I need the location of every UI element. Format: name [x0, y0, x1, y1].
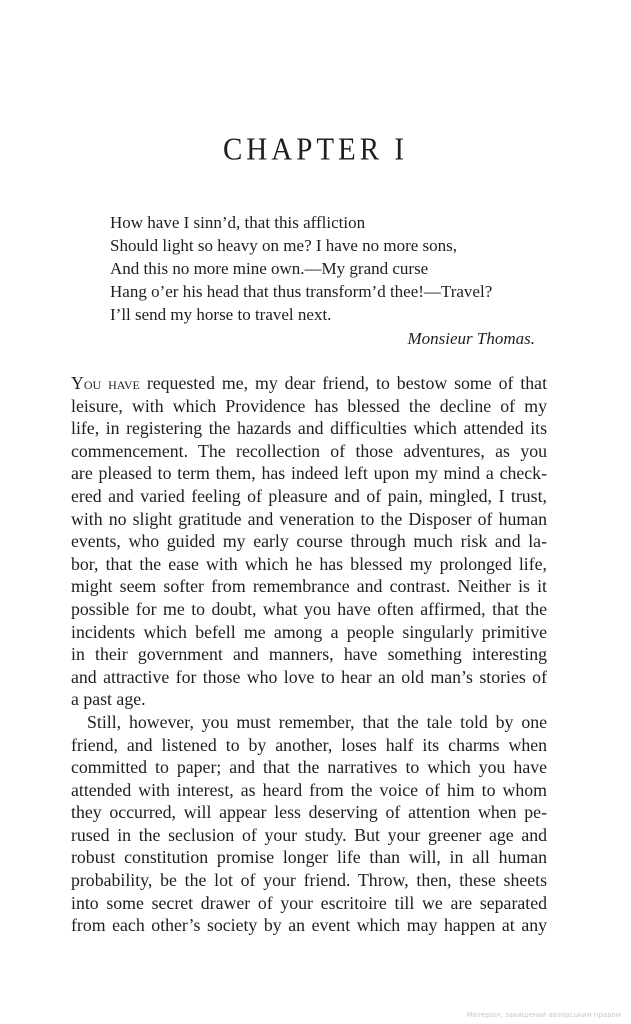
text-line: incidents which befell me among a people singularly primitive: [71, 621, 547, 642]
copyright-watermark: Матеріал, захищений авторським правом: [466, 1011, 621, 1019]
text-line: attended with interest, as heard from the voice of him to whom: [71, 779, 547, 800]
text-line: rused in the seclusion of your study. But your greener age and: [71, 824, 547, 845]
epigraph-line: Should light so heavy on me? I have no more sons,: [110, 236, 458, 255]
text-line: ered and varied feeling of pleasure and of pain, mingled, I trust,: [71, 485, 547, 506]
text-line: into some secret drawer of your escritoire till we are separated: [71, 892, 547, 913]
text-line: bor, that the ease with which he has blessed my prolonged life,: [71, 553, 547, 574]
text-line: leisure, with which Providence has blessed the decline of my: [71, 395, 547, 416]
text-line: in their government and manners, have something interesting: [71, 644, 547, 665]
text-line: committed to paper; and that the narratives to which you have: [71, 757, 547, 778]
epigraph-line: And this no more mine own.—My grand curse: [110, 259, 429, 278]
paragraph-2-line-1: Still, however, you must remember, that the tale told by one: [87, 711, 547, 732]
text-line: events, who guided my early course through much risk and la-: [71, 531, 547, 552]
text-line: friend, and listened to by another, loses half its charms when: [71, 734, 547, 755]
text-line: requested me, my dear friend, to bestow some of that: [139, 373, 548, 393]
text-line: robust constitution promise longer life than will, in all human: [71, 847, 547, 868]
body-text: [71, 372, 547, 937]
epigraph-attribution: Monsieur Thomas.: [407, 329, 535, 348]
text-line: might seem softer from remembrance and contrast. Neither is it: [71, 576, 547, 597]
paragraph-1-line-1: [71, 372, 547, 395]
opening-smallcaps: You have: [71, 373, 140, 393]
epigraph-line: I’ll send my horse to travel next.: [110, 305, 332, 324]
text-line: possible for me to doubt, what you have often affirmed, that the: [71, 598, 547, 619]
epigraph: [110, 211, 535, 350]
text-line: are pleased to term them, has indeed left upon my mind a check-: [71, 463, 547, 484]
text-line: with no slight gratitude and veneration to the Disposer of human: [71, 508, 547, 529]
epigraph-line: Hang o’er his head that thus transform’d thee!—Travel?: [110, 282, 493, 301]
text-line: a past age.: [71, 689, 146, 710]
chapter-title: CHAPTER I: [222, 132, 409, 168]
text-line: commencement. The recollection of those adventures, as you: [71, 440, 547, 461]
text-line: probability, be the lot of your friend. Throw, then, these sheets: [71, 870, 547, 891]
text-line: from each other’s society by an event which may happen at any: [71, 915, 547, 936]
text-line: life, in registering the hazards and difficulties which attended its: [71, 418, 547, 439]
text-line: and attractive for those who love to hear an old man’s stories of: [71, 666, 547, 687]
text-line: they occurred, will appear less deserving of attention when pe-: [71, 802, 547, 823]
epigraph-line: How have I sinn’d, that this affliction: [110, 213, 366, 232]
